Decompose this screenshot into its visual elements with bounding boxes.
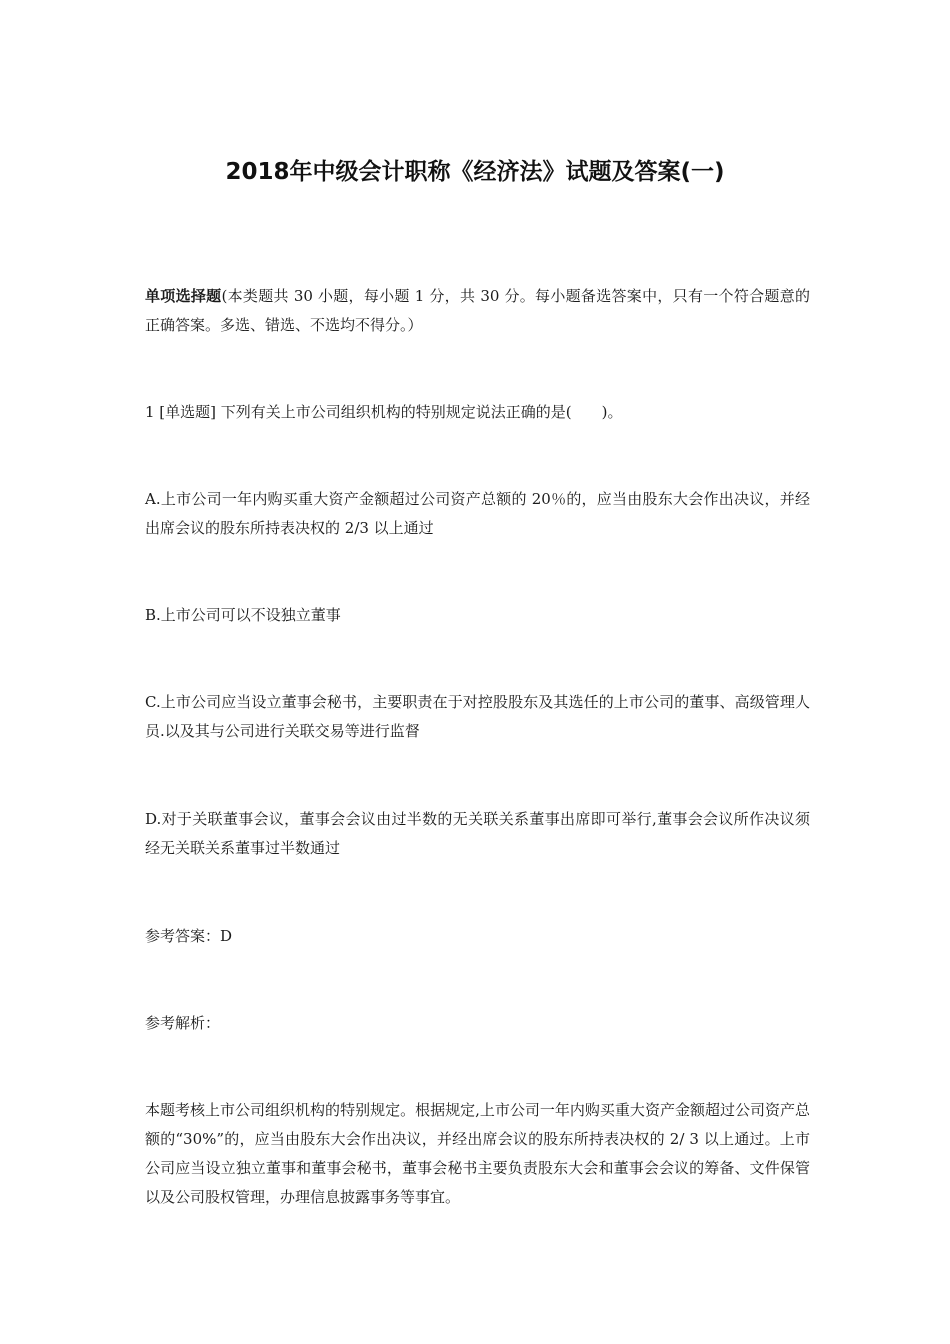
question-stem: 1 [单选题] 下列有关上市公司组织机构的特别规定说法正确的是( )。	[145, 403, 623, 421]
option-a: A.上市公司一年内购买重大资产金额超过公司资产总额的 20％的，应当由股东大会作出决议，并经出席会议的股东所持表决权的 2/3 以上通过	[145, 490, 810, 537]
explanation-text: 本题考核上市公司组织机构的特别规定。根据规定,上市公司一年内购买重大资产金额超过公司资产总额的“30%”的，应当由股东大会作出决议，并经出席会议的股东所持表决权的 2/ 3 以上通过。上市公司应当设立独立董事和董事会秘书，董事会秘书主要负责股东大会和董事会会议的筹备、文件保管以及公司股权管理，办理信息披露事务等事宜。	[145, 1101, 810, 1206]
option-d: D.对于关联董事会议，董事会会议由过半数的无关联关系董事出席即可举行,董事会会议所作决议须经无关联关系董事过半数通过	[145, 810, 810, 857]
reference-answer: 参考答案：D	[145, 927, 233, 945]
explanation-label: 参考解析：	[145, 1014, 221, 1032]
document-title: 2018年中级会计职称《经济法》试题及答案(一)	[225, 159, 725, 185]
section-instructions	[145, 282, 810, 340]
section-heading: 单项选择题	[145, 287, 222, 305]
section-instructions-text: (本类题共 30 小题，每小题 1 分，共 30 分。每小题备选答案中，只有一个符合题意的正确答案。多选、错选、不选均不得分。）	[145, 287, 810, 334]
option-c: C.上市公司应当设立董事会秘书，主要职责在于对控股股东及其选任的上市公司的董事、高级管理人员.以及其与公司进行关联交易等进行监督	[145, 693, 810, 740]
option-b: B.上市公司可以不设独立董事	[145, 606, 341, 624]
